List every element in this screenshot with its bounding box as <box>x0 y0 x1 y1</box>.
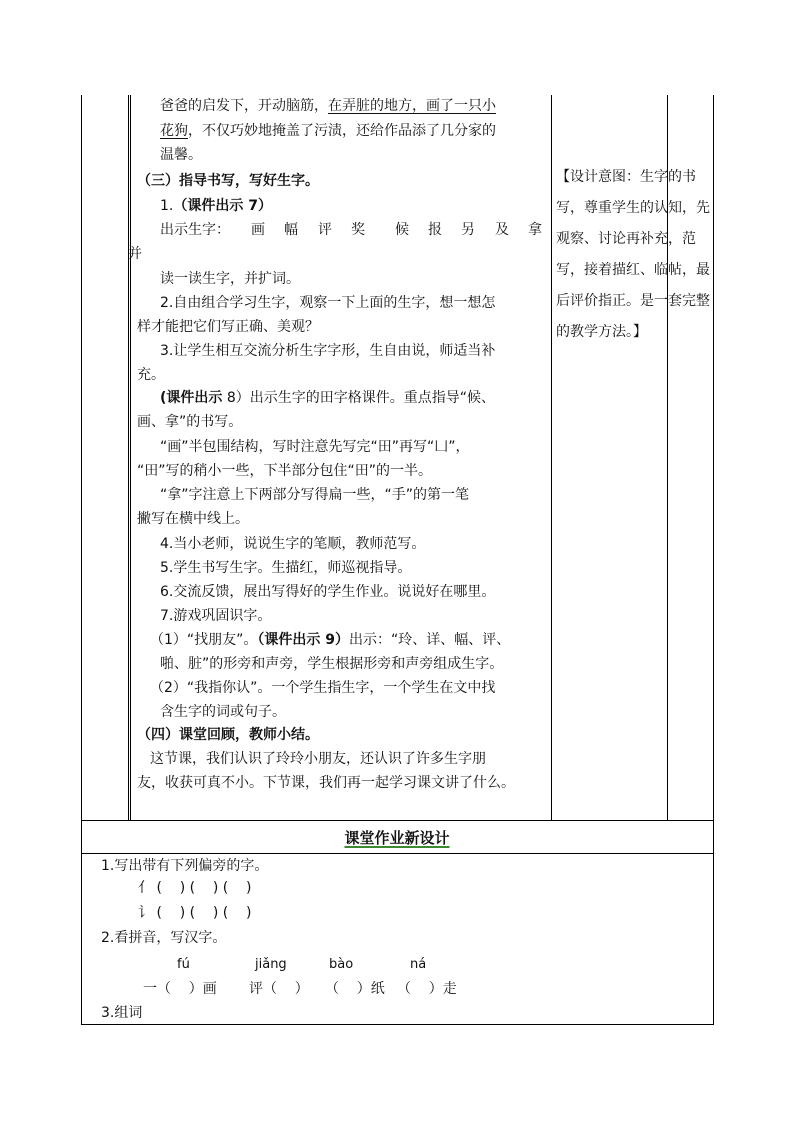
homework-title-text: 课堂作业新设计 <box>344 829 450 847</box>
homework-q1-row-1: 亻 ( ) ( ) ( ) <box>138 880 252 896</box>
text: 出示：“玲、详、幅、评、 <box>349 632 511 648</box>
char-4: 候 <box>395 222 409 238</box>
column-divider-2 <box>551 95 552 820</box>
hua-note-2: “田”写的稍小一些，下半部分包住“田”的一半。 <box>137 463 433 479</box>
step-6: 6.交流反馈，展出写得好的学生作业。说说好在哪里。 <box>160 584 496 600</box>
word-blank-1: 一（ ）画 <box>143 981 217 997</box>
game-1-line <box>150 631 510 649</box>
underlined-text: 花狗 <box>160 123 188 139</box>
homework-q2: 2.看拼音，写汉字。 <box>101 930 227 946</box>
courseware-ref: (课件出示 <box>160 390 223 406</box>
homework-q3: 3.组词 <box>101 1005 143 1021</box>
text: ，不仅巧妙地掩盖了污渍，还给作品添了几分家的 <box>188 123 496 139</box>
section-heading-3: （三）指导书写，写好生字。 <box>137 173 319 189</box>
homework-q1: 1.写出带有下列偏旁的字。 <box>101 858 269 874</box>
text: 8）出示生字的田字格课件。重点指导“候、 <box>222 390 496 406</box>
char-6: 另 <box>461 222 475 238</box>
pinyin-0: fú <box>177 957 190 972</box>
step-2a: 2.自由组合学习生字，观察一下上面的生字，想一想怎 <box>160 295 496 311</box>
char-5: 报 <box>428 222 442 238</box>
char-0: 画 <box>251 222 265 238</box>
char-7: 及 <box>495 222 509 238</box>
homework-q1-row-2: 讠 ( ) ( ) ( ) <box>138 905 252 921</box>
step-7: 7.游戏巩固识字。 <box>160 608 272 624</box>
game-1-line-2: 啪、脏”的形旁和声旁，学生根据形旁和声旁组成生字。 <box>160 656 504 672</box>
column-divider-1b <box>130 95 131 820</box>
homework-title <box>0 828 794 848</box>
step-2b: 样才能把它们写正确、美观？ <box>137 319 319 335</box>
courseware-8-line-2: 画、拿”的书写。 <box>137 414 243 430</box>
design-intent-note: 【设计意图：生字的书写，尊重学生的认知，先观察、讨论再补充，范写，接着描红、临帖，最后评价指正。是一套完整的教学方法。】 <box>556 169 710 340</box>
step-3b: 充。 <box>137 367 165 383</box>
step-1 <box>160 197 272 215</box>
char-8: 拿 <box>528 222 542 238</box>
word-blank-2: 评（ ） <box>249 981 309 997</box>
char-wrap: 并 <box>128 246 142 262</box>
chars-label: 出示生字： <box>160 222 230 238</box>
row-divider-1 <box>81 820 714 821</box>
summary-1: 这节课，我们认识了玲玲小朋友，还认识了许多生字朋 <box>150 751 486 767</box>
courseware-8-line <box>160 389 495 407</box>
na-note-1: “拿”字注意上下两部分写得扁一些，“手”的第一笔 <box>160 487 470 503</box>
courseware-ref: （课件出示 7） <box>173 198 272 214</box>
text: （1）“找朋友”。 <box>150 632 258 648</box>
pinyin-2: bào <box>329 957 354 972</box>
summary-2: 友，收获可真不小。下节课，我们再一起学习课文讲了什么。 <box>137 775 515 791</box>
courseware-ref: （课件出示 9） <box>257 632 350 648</box>
pinyin-1: jiǎng <box>255 957 287 972</box>
section-heading-4: （四）课堂回顾，教师小结。 <box>137 727 319 743</box>
step-3a: 3.让学生相互交流分析生字字形，生自由说，师适当补 <box>160 343 496 359</box>
column-divider-1 <box>128 95 129 820</box>
word-blank-4: （ ）走 <box>397 981 457 997</box>
para-line-2 <box>160 122 496 140</box>
step-5: 5.学生书写生字。生描红，师巡视指导。 <box>160 560 412 576</box>
step-1b: 读一读生字，并扩词。 <box>160 271 300 287</box>
text: 爸爸的启发下，开动脑筋， <box>160 98 328 114</box>
pinyin-3: ná <box>410 957 427 972</box>
game-2-line-2: 含生字的词或句子。 <box>160 704 286 720</box>
step-4: 4.当小老师，说说生字的笔顺，教师范写。 <box>160 536 426 552</box>
table-bottom-border <box>81 1024 714 1025</box>
word-blank-3: （ ）纸 <box>325 981 385 997</box>
table-left-border <box>81 95 82 1025</box>
para-line-1 <box>160 97 496 115</box>
row-divider-2 <box>81 853 714 854</box>
char-1: 幅 <box>284 222 298 238</box>
char-3: 奖 <box>351 222 365 238</box>
na-note-2: 撇写在横中线上。 <box>137 511 249 527</box>
game-2-line: （2）“我指你认”。一个学生指生字，一个学生在文中找 <box>150 680 496 696</box>
hua-note-1: “画”半包围结构，写时注意先写完“田”再写“凵”， <box>160 439 470 455</box>
para-line-3: 温馨。 <box>160 147 202 163</box>
char-2: 评 <box>318 222 332 238</box>
step-number: 1. <box>160 198 174 214</box>
underlined-text: 在弄脏的地方，画了一只小 <box>328 98 496 114</box>
